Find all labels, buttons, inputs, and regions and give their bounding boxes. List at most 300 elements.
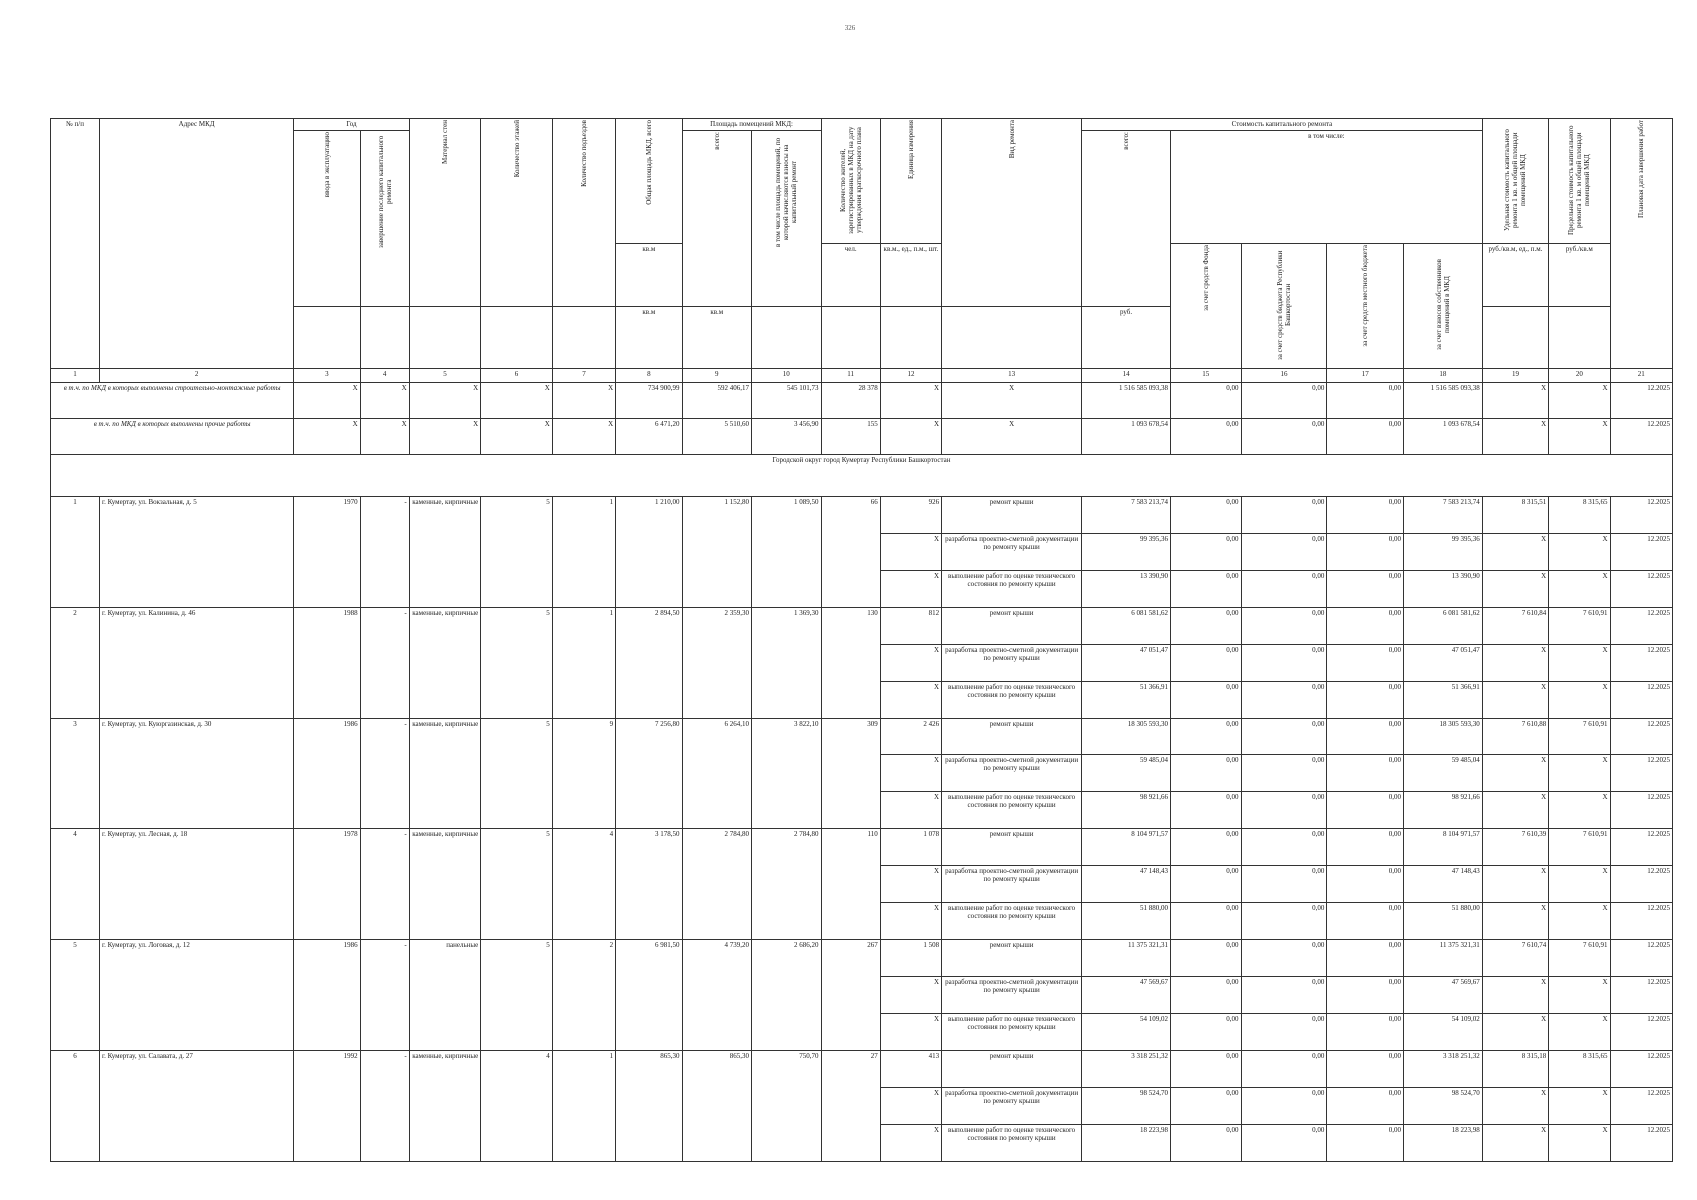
- building-num: 3: [51, 718, 100, 829]
- cell: 155: [821, 419, 880, 455]
- work-unit: X: [880, 976, 941, 1013]
- work-fund: 0,00: [1171, 1087, 1242, 1124]
- building-floors: 4: [481, 1050, 553, 1161]
- cell: 12.2025: [1610, 419, 1673, 455]
- unit-blank-a: [752, 306, 822, 369]
- work-total: 6 081 581,62: [1082, 607, 1171, 644]
- work-deadline: 12.2025: [1610, 940, 1673, 977]
- cell: 3 456,90: [752, 419, 822, 455]
- building-address: г. Кумертау, ул. Логовая, д. 12: [100, 940, 294, 1051]
- col-residents: Количество жителей, зарегистрированных в МКД на дату утверждения краткосрочного плана: [821, 119, 880, 244]
- work-deadline: 12.2025: [1610, 755, 1673, 792]
- building-row: [51, 718, 1673, 755]
- cell: X: [880, 383, 941, 419]
- work-republic: 0,00: [1241, 607, 1327, 644]
- work-type: выполнение работ по оценке технического состояния по ремонту крыши: [942, 681, 1082, 718]
- col-unit: Единица измерения: [880, 119, 941, 244]
- col-index: 7: [552, 369, 615, 383]
- col-deadline: Плановая дата завершения работ: [1610, 119, 1673, 369]
- work-unit: 812: [880, 607, 941, 644]
- work-unit: 2 426: [880, 718, 941, 755]
- cell: X: [481, 383, 553, 419]
- building-year: 1978: [294, 829, 360, 940]
- work-unit-cost: X: [1482, 792, 1548, 829]
- work-limit-cost: X: [1549, 976, 1610, 1013]
- summary-row: [51, 419, 1673, 455]
- col-cost-owners: за счет взносов собственников помещений в МКД: [1404, 244, 1483, 369]
- work-unit-cost: 8 315,18: [1482, 1050, 1548, 1087]
- work-local: 0,00: [1327, 1013, 1404, 1050]
- work-fund: 0,00: [1171, 497, 1242, 534]
- unit-entrances: [552, 306, 615, 369]
- building-premises-paying: 1 369,30: [752, 607, 822, 718]
- work-fund: 0,00: [1171, 866, 1242, 903]
- building-material: каменные, кирпичные: [409, 1050, 481, 1161]
- col-index: 13: [942, 369, 1082, 383]
- work-limit-cost: X: [1549, 681, 1610, 718]
- work-unit-cost: X: [1482, 1087, 1548, 1124]
- work-limit-cost: X: [1549, 1013, 1610, 1050]
- work-fund: 0,00: [1171, 940, 1242, 977]
- building-floors: 5: [481, 607, 553, 718]
- work-type: выполнение работ по оценке технического состояния по ремонту крыши: [942, 1124, 1082, 1161]
- unit-floors: [481, 306, 553, 369]
- col-year-last-repair: завершение последнего капитального ремонта: [360, 131, 409, 307]
- work-limit-cost: X: [1549, 644, 1610, 681]
- work-republic: 0,00: [1241, 1013, 1327, 1050]
- unit-blank-b: [821, 306, 880, 369]
- work-owners: 59 485,04: [1404, 755, 1483, 792]
- work-total: 47 148,43: [1082, 866, 1171, 903]
- col-index: 6: [481, 369, 553, 383]
- work-local: 0,00: [1327, 940, 1404, 977]
- cell: 0,00: [1241, 383, 1327, 419]
- work-republic: 0,00: [1241, 940, 1327, 977]
- work-unit-cost: X: [1482, 644, 1548, 681]
- work-unit: 1 508: [880, 940, 941, 977]
- col-index: 8: [616, 369, 682, 383]
- work-total: 59 485,04: [1082, 755, 1171, 792]
- work-local: 0,00: [1327, 497, 1404, 534]
- work-deadline: 12.2025: [1610, 570, 1673, 607]
- work-unit-cost: X: [1482, 903, 1548, 940]
- work-republic: 0,00: [1241, 497, 1327, 534]
- work-unit: X: [880, 792, 941, 829]
- summary-label: в т.ч. по МКД в которых выполнены прочие работы: [51, 419, 294, 455]
- work-owners: 98 524,70: [1404, 1087, 1483, 1124]
- work-fund: 0,00: [1171, 903, 1242, 940]
- cell: X: [552, 383, 615, 419]
- work-type: разработка проектно-сметной документации по ремонту крыши: [942, 1087, 1082, 1124]
- work-local: 0,00: [1327, 755, 1404, 792]
- work-limit-cost: X: [1549, 1087, 1610, 1124]
- building-residents: 309: [821, 718, 880, 829]
- unit-year-2: [360, 306, 409, 369]
- col-index: 3: [294, 369, 360, 383]
- work-republic: 0,00: [1241, 1050, 1327, 1087]
- col-index: 5: [409, 369, 481, 383]
- cell: 12.2025: [1610, 383, 1673, 419]
- building-num: 4: [51, 829, 100, 940]
- work-unit-cost: X: [1482, 1124, 1548, 1161]
- col-index: 19: [1482, 369, 1548, 383]
- work-fund: 0,00: [1171, 1124, 1242, 1161]
- buildings-body: [51, 497, 1673, 1162]
- work-total: 3 318 251,32: [1082, 1050, 1171, 1087]
- work-unit-cost: X: [1482, 570, 1548, 607]
- work-deadline: 12.2025: [1610, 718, 1673, 755]
- header-row-1: [51, 119, 1673, 131]
- building-premises-total: 2 784,80: [682, 829, 751, 940]
- col-unit-rub-per-sqm: руб./кв.м: [1549, 244, 1610, 307]
- work-fund: 0,00: [1171, 829, 1242, 866]
- building-last-repair: -: [360, 829, 409, 940]
- cell: 0,00: [1327, 383, 1404, 419]
- work-limit-cost: 7 610,91: [1549, 607, 1610, 644]
- work-fund: 0,00: [1171, 718, 1242, 755]
- work-owners: 47 148,43: [1404, 866, 1483, 903]
- work-local: 0,00: [1327, 718, 1404, 755]
- work-deadline: 12.2025: [1610, 1050, 1673, 1087]
- work-unit: 1 078: [880, 829, 941, 866]
- col-year-commission: ввода в эксплуатацию: [294, 131, 360, 307]
- building-premises-paying: 1 089,50: [752, 497, 822, 608]
- building-premises-paying: 750,70: [752, 1050, 822, 1161]
- col-index: 11: [821, 369, 880, 383]
- work-republic: 0,00: [1241, 644, 1327, 681]
- work-unit-cost: 7 610,74: [1482, 940, 1548, 977]
- work-owners: 13 390,90: [1404, 570, 1483, 607]
- work-total: 99 395,36: [1082, 533, 1171, 570]
- col-index: 18: [1404, 369, 1483, 383]
- work-republic: 0,00: [1241, 903, 1327, 940]
- unit-blank-c: [880, 306, 941, 369]
- col-index: 4: [360, 369, 409, 383]
- building-material: каменные, кирпичные: [409, 718, 481, 829]
- unit-material: [409, 306, 481, 369]
- building-floors: 5: [481, 497, 553, 608]
- work-republic: 0,00: [1241, 718, 1327, 755]
- work-deadline: 12.2025: [1610, 1013, 1673, 1050]
- col-cost-fund: за счет средств Фонда: [1171, 244, 1242, 369]
- work-total: 98 524,70: [1082, 1087, 1171, 1124]
- building-row: [51, 1050, 1673, 1087]
- region-title: Городской округ город Кумертау Республики Башкортостан: [51, 455, 1673, 497]
- work-local: 0,00: [1327, 1124, 1404, 1161]
- building-residents: 267: [821, 940, 880, 1051]
- col-total-area: Общая площадь МКД, всего: [616, 119, 682, 244]
- work-type: разработка проектно-сметной документации по ремонту крыши: [942, 644, 1082, 681]
- work-fund: 0,00: [1171, 681, 1242, 718]
- work-fund: 0,00: [1171, 976, 1242, 1013]
- work-owners: 51 880,00: [1404, 903, 1483, 940]
- building-premises-paying: 2 686,20: [752, 940, 822, 1051]
- col-index: 12: [880, 369, 941, 383]
- work-limit-cost: 7 610,91: [1549, 718, 1610, 755]
- cell: X: [880, 419, 941, 455]
- work-fund: 0,00: [1171, 1050, 1242, 1087]
- work-deadline: 12.2025: [1610, 533, 1673, 570]
- work-owners: 11 375 321,31: [1404, 940, 1483, 977]
- work-local: 0,00: [1327, 903, 1404, 940]
- cell: X: [409, 419, 481, 455]
- col-index: 20: [1549, 369, 1610, 383]
- work-total: 13 390,90: [1082, 570, 1171, 607]
- cell: 734 900,99: [616, 383, 682, 419]
- building-total-area: 865,30: [616, 1050, 682, 1161]
- work-limit-cost: 7 610,91: [1549, 829, 1610, 866]
- cell: X: [294, 383, 360, 419]
- building-premises-paying: 3 822,10: [752, 718, 822, 829]
- building-last-repair: -: [360, 607, 409, 718]
- work-fund: 0,00: [1171, 792, 1242, 829]
- cell: 1 093 678,54: [1082, 419, 1171, 455]
- work-local: 0,00: [1327, 829, 1404, 866]
- col-unit-cost: Удельная стоимость капитального ремонта 1 кв. м общей площади помещений МКД: [1482, 119, 1548, 244]
- work-owners: 47 569,67: [1404, 976, 1483, 1013]
- building-address: г. Кумертау, ул. Вокзальная, д. 5: [100, 497, 294, 608]
- cell: X: [1549, 419, 1610, 455]
- cell: X: [552, 419, 615, 455]
- work-type: ремонт крыши: [942, 829, 1082, 866]
- work-unit: X: [880, 533, 941, 570]
- work-type: ремонт крыши: [942, 718, 1082, 755]
- summary-row: [51, 383, 1673, 419]
- work-republic: 0,00: [1241, 755, 1327, 792]
- unit-sqm-premises: кв.м: [682, 306, 751, 369]
- col-index: 1: [51, 369, 100, 383]
- work-owners: 18 223,98: [1404, 1124, 1483, 1161]
- building-residents: 130: [821, 607, 880, 718]
- work-unit-cost: 7 610,88: [1482, 718, 1548, 755]
- work-deadline: 12.2025: [1610, 644, 1673, 681]
- work-total: 98 921,66: [1082, 792, 1171, 829]
- building-last-repair: -: [360, 497, 409, 608]
- col-index: 10: [752, 369, 822, 383]
- work-unit: 413: [880, 1050, 941, 1087]
- work-unit-cost: X: [1482, 681, 1548, 718]
- work-fund: 0,00: [1171, 1013, 1242, 1050]
- col-including: в том числе:: [1171, 131, 1483, 244]
- work-limit-cost: X: [1549, 570, 1610, 607]
- work-type: выполнение работ по оценке технического состояния по ремонту крыши: [942, 792, 1082, 829]
- work-type: выполнение работ по оценке технического состояния по ремонту крыши: [942, 903, 1082, 940]
- building-num: 1: [51, 497, 100, 608]
- work-local: 0,00: [1327, 681, 1404, 718]
- building-residents: 66: [821, 497, 880, 608]
- work-local: 0,00: [1327, 1050, 1404, 1087]
- building-last-repair: -: [360, 940, 409, 1051]
- cell: 0,00: [1171, 383, 1242, 419]
- work-type: выполнение работ по оценке технического состояния по ремонту крыши: [942, 570, 1082, 607]
- work-unit: 926: [880, 497, 941, 534]
- building-address: г. Кумертау, ул. Калинина, д. 46: [100, 607, 294, 718]
- work-fund: 0,00: [1171, 533, 1242, 570]
- work-unit: X: [880, 644, 941, 681]
- work-unit-cost: X: [1482, 1013, 1548, 1050]
- work-unit: X: [880, 570, 941, 607]
- col-year-group: Год: [294, 119, 409, 131]
- region-row: [51, 455, 1673, 497]
- unit-work: [942, 306, 1082, 369]
- work-republic: 0,00: [1241, 792, 1327, 829]
- work-owners: 3 318 251,32: [1404, 1050, 1483, 1087]
- building-premises-total: 4 739,20: [682, 940, 751, 1051]
- building-total-area: 2 894,50: [616, 607, 682, 718]
- work-owners: 8 104 971,57: [1404, 829, 1483, 866]
- building-address: г. Кумертау, ул. Лесная, д. 18: [100, 829, 294, 940]
- col-premises-paying: в том числе площадь помещений, по которой начисляются взносы на капитальный ремонт: [752, 131, 822, 307]
- cell: 6 471,20: [616, 419, 682, 455]
- building-num: 6: [51, 1050, 100, 1161]
- building-entrances: 1: [552, 607, 615, 718]
- work-unit-cost: 7 610,39: [1482, 829, 1548, 866]
- work-unit-cost: X: [1482, 755, 1548, 792]
- cell: 0,00: [1171, 419, 1242, 455]
- work-fund: 0,00: [1171, 607, 1242, 644]
- work-deadline: 12.2025: [1610, 829, 1673, 866]
- work-limit-cost: 8 315,65: [1549, 1050, 1610, 1087]
- work-type: ремонт крыши: [942, 607, 1082, 644]
- building-row: [51, 607, 1673, 644]
- building-residents: 27: [821, 1050, 880, 1161]
- work-type: ремонт крыши: [942, 1050, 1082, 1087]
- work-limit-cost: X: [1549, 792, 1610, 829]
- col-unit-rub-per-unit: руб./кв.м, ед., п.м.: [1482, 244, 1548, 307]
- work-republic: 0,00: [1241, 570, 1327, 607]
- work-owners: 7 583 213,74: [1404, 497, 1483, 534]
- building-material: каменные, кирпичные: [409, 829, 481, 940]
- col-cost-republic: за счет средств бюджета Республики Башкортостан: [1241, 244, 1327, 369]
- building-material: каменные, кирпичные: [409, 497, 481, 608]
- work-deadline: 12.2025: [1610, 976, 1673, 1013]
- work-local: 0,00: [1327, 792, 1404, 829]
- work-fund: 0,00: [1171, 570, 1242, 607]
- work-owners: 51 366,91: [1404, 681, 1483, 718]
- building-entrances: 1: [552, 497, 615, 608]
- work-limit-cost: X: [1549, 1124, 1610, 1161]
- col-index: 9: [682, 369, 751, 383]
- work-republic: 0,00: [1241, 976, 1327, 1013]
- work-type: разработка проектно-сметной документации по ремонту крыши: [942, 866, 1082, 903]
- work-local: 0,00: [1327, 607, 1404, 644]
- col-work-type: Вид ремонта: [942, 119, 1082, 307]
- building-premises-total: 2 359,30: [682, 607, 751, 718]
- col-address: Адрес МКД: [100, 119, 294, 369]
- work-owners: 99 395,36: [1404, 533, 1483, 570]
- col-index: 16: [1241, 369, 1327, 383]
- building-entrances: 2: [552, 940, 615, 1051]
- col-unit-sqm-1: кв.м: [616, 244, 682, 307]
- building-premises-paying: 2 784,80: [752, 829, 822, 940]
- work-deadline: 12.2025: [1610, 792, 1673, 829]
- work-deadline: 12.2025: [1610, 497, 1673, 534]
- building-num: 2: [51, 607, 100, 718]
- work-type: разработка проектно-сметной документации по ремонту крыши: [942, 755, 1082, 792]
- col-index: 14: [1082, 369, 1171, 383]
- work-limit-cost: 8 315,65: [1549, 497, 1610, 534]
- work-local: 0,00: [1327, 1087, 1404, 1124]
- work-limit-cost: 7 610,91: [1549, 940, 1610, 977]
- building-address: г. Кумертау, ул. Куюргазинская, д. 30: [100, 718, 294, 829]
- work-unit-cost: X: [1482, 976, 1548, 1013]
- work-type: разработка проектно-сметной документации по ремонту крыши: [942, 976, 1082, 1013]
- work-unit: X: [880, 866, 941, 903]
- building-num: 5: [51, 940, 100, 1051]
- work-unit: X: [880, 681, 941, 718]
- work-unit: X: [880, 903, 941, 940]
- work-republic: 0,00: [1241, 1124, 1327, 1161]
- building-last-repair: -: [360, 1050, 409, 1161]
- cell: 1 093 678,54: [1404, 419, 1483, 455]
- work-deadline: 12.2025: [1610, 681, 1673, 718]
- work-total: 47 051,47: [1082, 644, 1171, 681]
- cell: X: [942, 419, 1082, 455]
- work-total: 8 104 971,57: [1082, 829, 1171, 866]
- unit-rub-total: руб.: [1082, 306, 1171, 369]
- unit-year-1: [294, 306, 360, 369]
- work-unit-cost: 8 315,51: [1482, 497, 1548, 534]
- work-local: 0,00: [1327, 866, 1404, 903]
- work-limit-cost: X: [1549, 903, 1610, 940]
- col-cost-group: Стоимость капитального ремонта: [1082, 119, 1483, 131]
- col-wall-material: Материал стен: [409, 119, 481, 307]
- building-row: [51, 497, 1673, 534]
- work-total: 18 223,98: [1082, 1124, 1171, 1161]
- building-entrances: 1: [552, 1050, 615, 1161]
- cell: X: [360, 383, 409, 419]
- work-total: 7 583 213,74: [1082, 497, 1171, 534]
- cell: 1 516 585 093,38: [1404, 383, 1483, 419]
- unit-sqm-total: кв.м: [616, 306, 682, 369]
- summary-label: в т.ч. по МКД в которых выполнены строительно-монтажные работы: [51, 383, 294, 419]
- work-fund: 0,00: [1171, 644, 1242, 681]
- building-year: 1992: [294, 1050, 360, 1161]
- work-owners: 18 305 593,30: [1404, 718, 1483, 755]
- work-local: 0,00: [1327, 976, 1404, 1013]
- col-index: 21: [1610, 369, 1673, 383]
- building-year: 1970: [294, 497, 360, 608]
- work-republic: 0,00: [1241, 866, 1327, 903]
- work-limit-cost: X: [1549, 533, 1610, 570]
- cell: X: [294, 419, 360, 455]
- building-total-area: 3 178,50: [616, 829, 682, 940]
- work-unit-cost: 7 610,84: [1482, 607, 1548, 644]
- repair-plan-table: [50, 118, 1673, 1162]
- work-republic: 0,00: [1241, 1087, 1327, 1124]
- building-year: 1988: [294, 607, 360, 718]
- column-number-row: [51, 369, 1673, 383]
- work-republic: 0,00: [1241, 829, 1327, 866]
- work-republic: 0,00: [1241, 681, 1327, 718]
- building-year: 1986: [294, 940, 360, 1051]
- building-address: г. Кумертау, ул. Салавата, д. 27: [100, 1050, 294, 1161]
- cell: 0,00: [1241, 419, 1327, 455]
- col-index: 2: [100, 369, 294, 383]
- page-number: 326: [844, 24, 856, 32]
- work-type: ремонт крыши: [942, 497, 1082, 534]
- building-row: [51, 829, 1673, 866]
- work-total: 18 305 593,30: [1082, 718, 1171, 755]
- col-unit-people: чел.: [821, 244, 880, 307]
- building-entrances: 4: [552, 829, 615, 940]
- work-deadline: 12.2025: [1610, 903, 1673, 940]
- work-local: 0,00: [1327, 533, 1404, 570]
- work-unit-cost: X: [1482, 533, 1548, 570]
- unit-blank-d: [1482, 306, 1548, 369]
- col-cost-local: за счет средств местного бюджета: [1327, 244, 1404, 369]
- work-unit-cost: X: [1482, 866, 1548, 903]
